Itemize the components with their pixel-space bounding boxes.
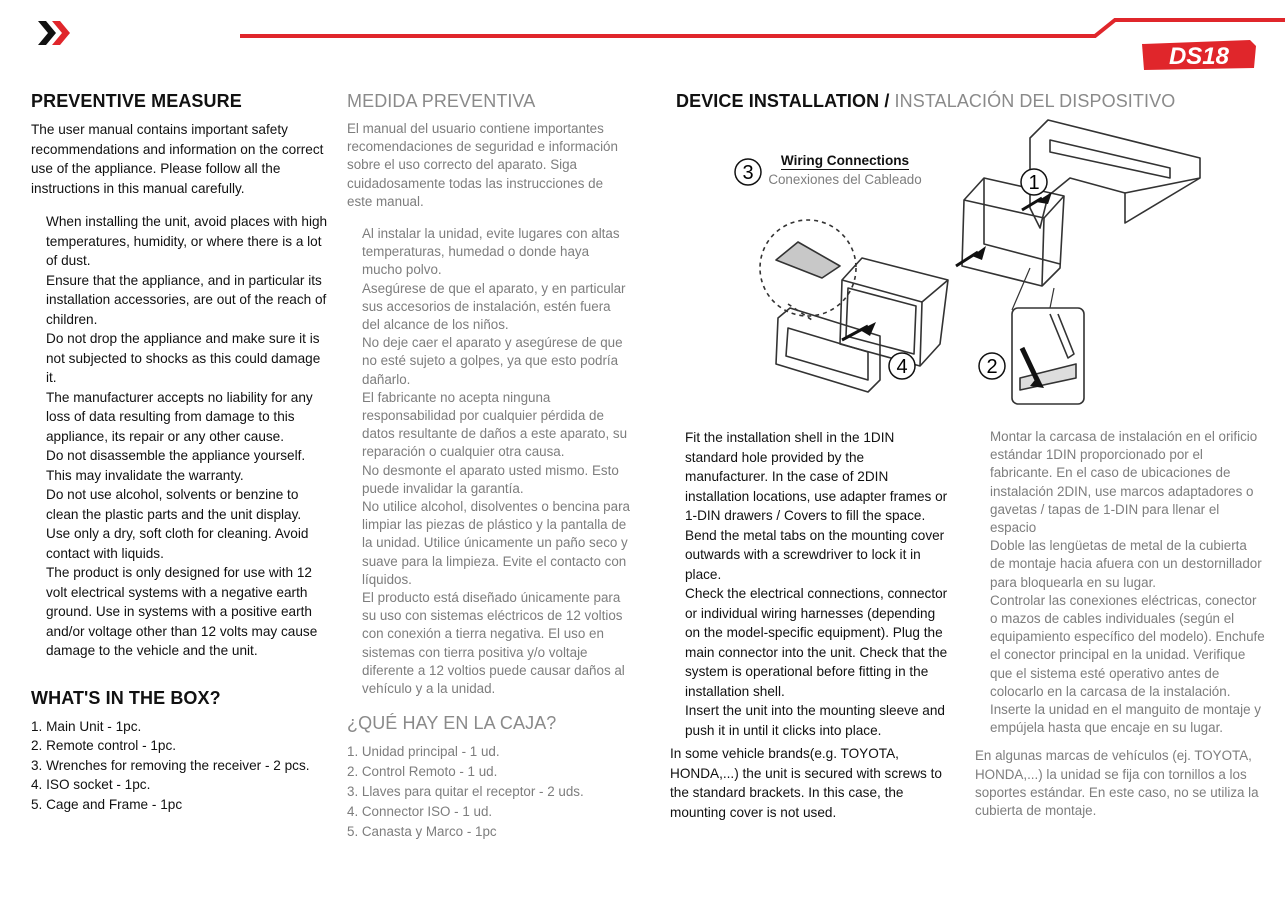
intro-text: El manual del usuario contiene importantes recomendaciones de seguridad e información sobre el uso correcto del aparato. Siga cuidadosamente todas las instrucciones de este manual.: [347, 121, 618, 209]
safety-list: [31, 212, 331, 661]
box-title: ¿QUÉ HAY EN LA CAJA?: [347, 713, 557, 734]
list-item: 2. Control Remoto - 1 ud.: [347, 764, 498, 780]
step-number-2: 2: [986, 356, 998, 378]
wiring-label-en: Wiring Connections: [780, 153, 910, 168]
list-item: Inserte la unidad en el manguito de montaje y empújela hasta que encaje en su lugar.: [990, 702, 1261, 736]
list-item: 4. Connector ISO - 1 ud.: [347, 804, 493, 820]
steps-list: [670, 428, 950, 740]
section-title: [676, 90, 1266, 112]
preventive-measure-es: [347, 90, 632, 842]
preventive-measure-en: [31, 90, 331, 814]
list-item: Do not disassemble the appliance yourself. This may invalidate the warranty.: [46, 448, 306, 483]
list-item: 1. Main Unit - 1pc.: [31, 718, 142, 734]
list-item: El producto está diseñado únicamente para su uso con sistemas eléctricos de 12 voltios con conexión a tierra negativa. El uso en sistemas con tierra positiva y/o voltaje diferente a 12 voltios puede causar daños al vehículo y a la unidad.: [362, 590, 625, 697]
intro-text: The user manual contains important safety recommendations and information on the correct use of the appliance. Please follow all the instructions in this manual carefully.: [31, 122, 324, 196]
section-title: PREVENTIVE MEASURE: [31, 91, 242, 111]
device-installation-header: [676, 90, 1266, 120]
header-bar: [0, 0, 1285, 80]
installation-diagram: [730, 118, 1270, 418]
list-item: Montar la carcasa de instalación en el orificio estándar 1DIN proporcionado por el fabricante. En el caso de ubicaciones de instalación 2DIN, use marcos adaptadores o gavetas / tapas de 1-DIN para llenar el espacio: [990, 429, 1258, 536]
list-item: Do not drop the appliance and make sure it is not subjected to shocks as this could damage it.: [46, 331, 321, 385]
ds18-logo: [1138, 36, 1260, 72]
box-list: [31, 717, 331, 815]
list-item: When installing the unit, avoid places with high temperatures, humidity, or where there is a lot of dust.: [46, 214, 328, 268]
safety-list: [347, 225, 632, 698]
list-item: 2. Remote control - 1pc.: [31, 738, 177, 753]
list-item: Doble las lengüetas de metal de la cubierta de montaje hacia afuera con un destornillador para bloquearla en su lugar.: [990, 538, 1262, 590]
list-item: No deje caer el aparato y asegúrese de que no esté sujeto a golpes, ya que esto podría dañarlo.: [362, 335, 623, 387]
list-item: Do not use alcohol, solvents or benzine to clean the plastic parts and the unit display.: [46, 487, 302, 522]
list-item: Check the electrical connections, connector or individual wiring harnesses (depending on the model-specific equipment). Plug the main connector into the unit. Check that the system is operational before fitting in the installation shell.: [685, 586, 948, 699]
list-item: Asegúrese de que el aparato, y en particular sus accesorios de instalación, estén fuera del alcance de los niños.: [362, 280, 626, 333]
list-item: Bend the metal tabs on the mounting cover outwards with a screwdriver to lock it in place.: [685, 527, 945, 582]
section-title: MEDIDA PREVENTIVA: [347, 91, 536, 111]
list-item: 3. Llaves para quitar el receptor - 2 uds.: [347, 784, 584, 800]
list-item: The product is only designed for use with 12 volt electrical systems with a negative earth ground. Use in systems with a positive earth and/or voltage other than 12 volts may cause damage to the vehicle and the unit.: [46, 565, 318, 658]
header-divider-line: [240, 0, 1285, 45]
list-item: El fabricante no acepta ninguna responsabilidad por cualquier pérdida de datos resultante de daños a este aparato, su reparación o cualquier otra causa.: [362, 389, 628, 460]
list-item: Use only a dry, soft cloth for cleaning. Avoid contact with liquids.: [46, 526, 309, 561]
list-item: 5. Cage and Frame - 1pc: [31, 796, 183, 812]
dashboard-frame: [1030, 120, 1200, 228]
list-item: Controlar las conexiones eléctricas, conector o mazos de cables individuales (según el equipamiento específico del modelo). Enchufe el conector principal en la unidad. Verifique que el sistema esté operativo antes de colocarlo en la carcasa de la instalación.: [990, 592, 1265, 699]
logo-text: DS18: [1168, 43, 1230, 70]
double-chevron-icon: [36, 20, 72, 46]
title-es: INSTALACIÓN DEL DISPOSITIVO: [889, 91, 1176, 111]
list-item: Ensure that the appliance, and in particular its installation accessories, are out of the reach of children.: [46, 272, 327, 327]
note-text: En algunas marcas de vehículos (ej. TOYOTA, HONDA,...) la unidad se fija con tornillos a los soportes estándar. En este caso, no se utiliza la cubierta de montaje.: [975, 748, 1259, 819]
main-unit: [840, 258, 948, 366]
steps-list: [975, 428, 1265, 737]
step-number-3: 3: [742, 162, 754, 184]
installation-steps-en: [670, 428, 950, 822]
box-title: WHAT'S IN THE BOX?: [31, 687, 221, 708]
list-item: No utilice alcohol, disolventes o bencina para limpiar las piezas de plástico y la pantalla de la unidad. Utilice únicamente un paño seco y suave para la limpieza. Evite el contacto con líquidos.: [362, 499, 630, 587]
installation-steps-es: [975, 428, 1265, 820]
wiring-label-es: Conexiones del Cableado: [768, 172, 922, 187]
list-item: Al instalar la unidad, evite lugares con altas temperaturas, humedad o donde haya mucho polvo.: [362, 226, 620, 278]
title-en: DEVICE INSTALLATION /: [676, 91, 890, 111]
box-list: [347, 742, 632, 842]
list-item: 5. Canasta y Marco - 1pc: [347, 824, 497, 840]
step-numbers: [735, 159, 1047, 379]
list-item: 4. ISO socket - 1pc.: [31, 777, 151, 792]
step-number-1: 1: [1028, 172, 1040, 194]
list-item: 1. Unidad principal - 1 ud.: [347, 744, 500, 760]
list-item: Fit the installation shell in the 1DIN standard hole provided by the manufacturer. In the case of 2DIN installation locations, use adapter frames or 1-DIN drawers / Covers to fill the space.: [685, 430, 948, 523]
list-item: Insert the unit into the mounting sleeve and push it in until it clicks into place.: [685, 703, 945, 738]
step-number-4: 4: [896, 356, 908, 378]
list-item: No desmonte el aparato usted mismo. Esto puede invalidar la garantía.: [362, 462, 619, 496]
list-item: The manufacturer accepts no liability for any loss of data resulting from damage to this appliance, its repair or any other cause.: [46, 389, 313, 444]
list-item: 3. Wrenches for removing the receiver - 2 pcs.: [31, 757, 310, 773]
note-text: In some vehicle brands(e.g. TOYOTA, HONDA,...) the unit is secured with screws to the standard brackets. In this case, the mounting cover is not used.: [670, 746, 942, 820]
